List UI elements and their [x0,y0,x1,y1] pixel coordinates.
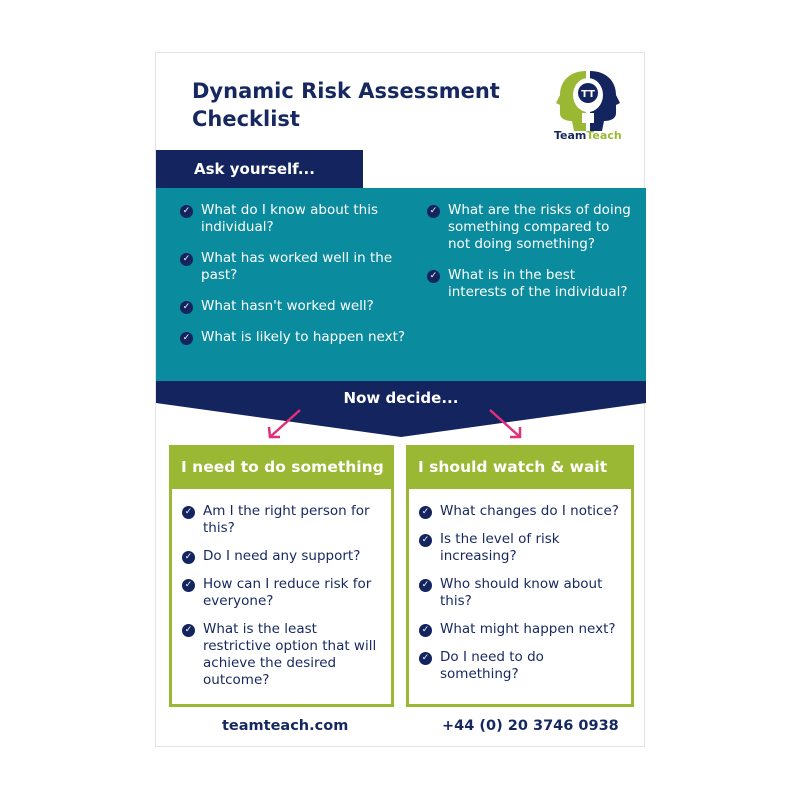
check-icon: ✓ [419,534,432,547]
list-item [182,621,381,689]
watch-wait-box [406,489,634,707]
item-text: Who should know about this? [440,576,603,609]
watch-wait-heading: I should watch & wait [406,445,634,489]
check-icon: ✓ [180,205,193,218]
arrow-right-icon [486,407,526,441]
list-item [180,202,410,236]
item-text: Is the level of risk increasing? [440,531,560,564]
check-icon: ✓ [419,652,432,665]
check-icon: ✓ [419,624,432,637]
logo-text-teach: Teach [586,129,622,142]
ask-yourself-heading: Ask yourself... [156,150,363,188]
do-something-box [169,489,394,707]
list-item [182,503,381,537]
list-item [419,531,621,565]
item-text: What changes do I notice? [440,503,619,519]
list-item [419,503,621,520]
item-text: What are the risks of doing something compared to not doing something? [448,202,631,252]
list-item [180,329,410,346]
check-icon: ✓ [419,506,432,519]
arrow-left-icon [264,407,304,441]
list-item [419,576,621,610]
item-text: What might happen next? [440,621,616,637]
item-text: What is the least restrictive option that will achieve the desired outcome? [203,621,377,688]
item-text: What has worked well in the past? [201,250,393,283]
check-icon: ✓ [182,551,195,564]
ask-right-column [427,202,632,315]
list-item [182,576,381,610]
title-line-1: Dynamic Risk Assessment [192,79,500,103]
logo-text [554,129,622,142]
list-item [180,298,410,315]
check-icon: ✓ [419,579,432,592]
svg-text:TT: TT [581,89,595,100]
title-line-2: Checklist [192,107,300,131]
list-item [180,250,410,284]
logo-text-team: Team [554,129,587,142]
item-text: What is likely to happen next? [201,329,406,345]
item-text: What hasn't worked well? [201,298,374,314]
list-item [419,621,621,638]
check-icon: ✓ [427,270,440,283]
item-text: What do I know about this individual? [201,202,378,235]
website-link[interactable]: teamteach.com [222,718,349,734]
check-icon: ✓ [180,332,193,345]
check-icon: ✓ [427,205,440,218]
phone-number[interactable]: +44 (0) 20 3746 0938 [442,718,619,734]
do-something-heading: I need to do something [169,445,394,489]
check-icon: ✓ [180,301,193,314]
page-title [192,77,500,133]
ask-left-column [180,202,410,360]
check-icon: ✓ [182,506,195,519]
item-text: Do I need to do something? [440,649,544,682]
list-item [182,548,381,565]
item-text: How can I reduce risk for everyone? [203,576,372,609]
item-text: Do I need any support? [203,548,361,564]
list-item [427,267,632,301]
ask-yourself-panel [156,188,646,381]
list-item [419,649,621,683]
check-icon: ✓ [182,579,195,592]
check-icon: ✓ [182,624,195,637]
checklist-card [155,52,645,747]
now-decide-text: Now decide... [343,389,459,407]
item-text: What is in the best interests of the individual? [448,267,628,300]
item-text: Am I the right person for this? [203,503,370,536]
list-item [427,202,632,253]
check-icon: ✓ [180,253,193,266]
